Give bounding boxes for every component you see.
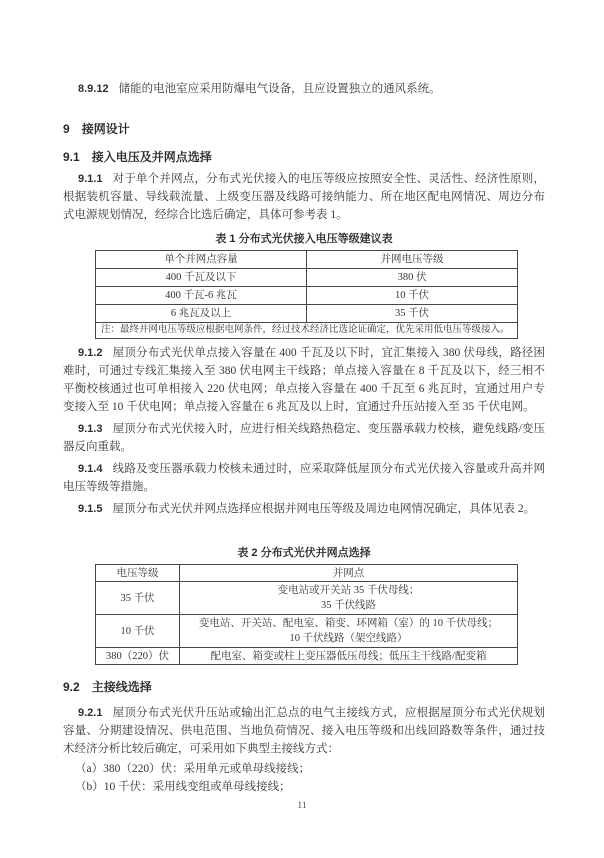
clause-text: 屋顶分布式光伏并网点选择应根据并网电压等级及周边电网情况确定，具体见表 2。 — [112, 503, 536, 515]
section-title: 接网设计 — [81, 122, 130, 136]
table-cell: 35 千伏 — [307, 305, 518, 323]
clause-number: 9.1.5 — [78, 503, 103, 515]
list-item-b: （b）10 千伏：采用线变组或单母线接线； — [75, 781, 291, 793]
table1-header-voltage: 并网电压等级 — [307, 251, 518, 269]
clause-9-1-5 — [63, 500, 545, 518]
table1-header-row — [96, 251, 518, 269]
clause-9-1-2 — [63, 344, 545, 416]
table-cell: 6 兆瓦及以上 — [96, 305, 307, 323]
clause-9-1-3 — [63, 420, 545, 456]
table-cell-point — [180, 615, 518, 648]
clause-text: 储能的电池室应采用防爆电气设备，且应设置独立的通风系统。 — [118, 83, 441, 95]
clause-number: 9.1.4 — [78, 463, 103, 475]
table-cell: 10 千伏 — [307, 287, 518, 305]
clause-text: 屋顶分布式光伏接入时，应进行相关线路热稳定、变压器承载力校核，避免线路/变压器反向重载。 — [63, 423, 545, 453]
table-cell-level: 10 千伏 — [96, 615, 180, 648]
clause-9-1-4 — [63, 460, 545, 496]
clause-number: 9.1.1 — [78, 173, 103, 185]
table2 — [95, 564, 518, 665]
table-cell: 380 伏 — [307, 269, 518, 287]
table1-note-row — [96, 323, 518, 339]
section-number: 9 — [63, 122, 70, 136]
clause-text: 对于单个并网点，分布式光伏接入的电压等级应按照安全性、灵活性、经济性原则，根据装机容量、导线载流量、上级变压器及线路可接纳能力、所在地区配电网情况、周边分布式电源规划情况，经综合比选后确定，具体可参考表 1。 — [63, 173, 545, 221]
table-cell-level: 35 千伏 — [96, 582, 180, 615]
clause-number: 9.1.2 — [78, 347, 103, 359]
table2-header-point: 并网点 — [180, 565, 518, 582]
table-row — [96, 269, 518, 287]
table-row — [96, 287, 518, 305]
table-row — [96, 305, 518, 323]
section-title: 主接线选择 — [91, 680, 152, 694]
point-line: 10 千伏线路（架空线路） — [289, 633, 408, 644]
section-number: 9.2 — [63, 680, 80, 694]
point-line: 35 千伏线路 — [320, 600, 377, 611]
table-cell: 400 千瓦及以下 — [96, 269, 307, 287]
table2-header-voltage: 电压等级 — [96, 565, 180, 582]
clause-number: 9.2.1 — [78, 707, 103, 719]
table-cell-level: 380（220）伏 — [96, 648, 180, 665]
section-9-2-heading — [63, 678, 545, 696]
clause-9-1-1 — [63, 170, 545, 224]
table-row — [96, 582, 518, 615]
section-9-1-heading — [63, 148, 545, 166]
table1-title: 表 1 分布式光伏接入电压等级建议表 — [215, 233, 393, 245]
clause-text: 屋顶分布式光伏单点接入容量在 400 千瓦及以下时，宜汇集接入 380 伏母线，路径困难时，可通过专线汇集接入至 380 伏电网主干线路；单点接入容量在 8 千瓦及以下，经三相不平衡校核通过也可单相接入 220 伏电网；单点接入容量在 400 千瓦至 6 兆瓦时，宜通过用户专变接入至 10 千伏电网；单点接入容量在 6 兆瓦及以上时，宜通过升压站接入至 35 千伏电网。 — [63, 347, 545, 413]
page-number: 11 — [297, 801, 307, 811]
table-row — [96, 615, 518, 648]
clause-text: 屋顶分布式光伏升压站或输出汇总点的电气主接线方式，应根据屋顶分布式光伏规划容量、分期建设情况、供电范围、当地负荷情况、接入电压等级和出线回路数等条件，通过技术经济分析比较后确定，可采用如下典型主接线方式： — [63, 707, 545, 755]
section-number: 9.1 — [63, 150, 80, 164]
table2-title: 表 2 分布式光伏并网点选择 — [237, 547, 371, 559]
section-9-heading — [63, 120, 545, 138]
section-title: 接入电压及并网点选择 — [91, 150, 212, 164]
table-cell: 400 千瓦-6 兆瓦 — [96, 287, 307, 305]
table1-note: 注：最终并网电压等级应根据电网条件，经过技术经济比选论证确定，优先采用低电压等级接入。 — [96, 323, 518, 339]
clause-number: 8.9.12 — [78, 83, 109, 95]
table-cell-point — [180, 582, 518, 615]
table-row — [96, 648, 518, 665]
table2-header-row — [96, 565, 518, 582]
point-line: 变电站或开关站 35 千伏母线； — [277, 585, 420, 596]
clause-text: 线路及变压器承载力校核未通过时，应采取降低屋顶分布式光伏接入容量或升高并网电压等级等措施。 — [63, 463, 545, 493]
list-item-a: （a）380（220）伏：采用单元或单母线接线； — [75, 763, 311, 775]
clause-9-2-1 — [63, 704, 545, 758]
table-cell-point: 配电室、箱变或柱上变压器低压母线；低压主干线路/配变箱 — [180, 648, 518, 665]
table1 — [95, 250, 518, 339]
table1-header-capacity: 单个并网点容量 — [96, 251, 307, 269]
point-line: 变电站、开关站、配电室、箱变、环网箱（室）的 10 千伏母线； — [198, 618, 499, 629]
clause-number: 9.1.3 — [78, 423, 103, 435]
clause-8-9-12 — [63, 80, 545, 98]
